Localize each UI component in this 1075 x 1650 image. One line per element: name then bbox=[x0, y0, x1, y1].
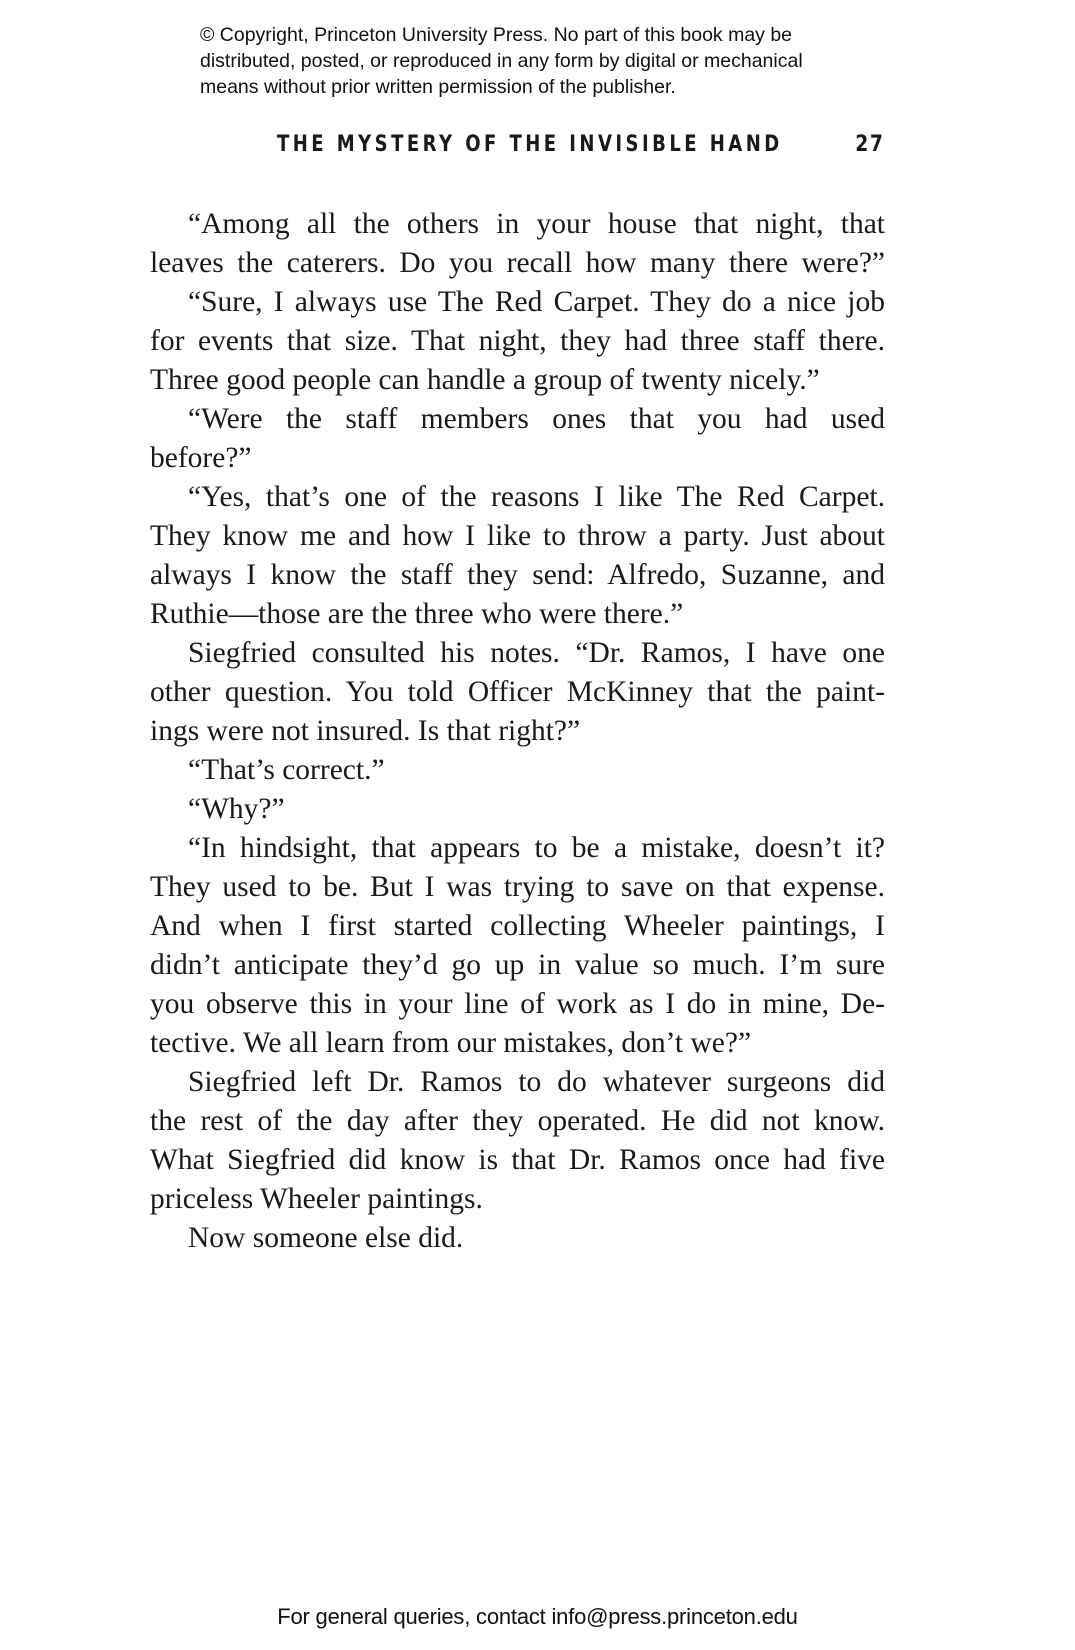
text-line: “Were the staff members ones that you had used bbox=[188, 403, 885, 435]
text-line: “Among all the others in your house that night, that bbox=[188, 208, 885, 240]
copyright-line: means without prior written permission of the publisher. bbox=[200, 76, 676, 98]
text-line: Ruthie—those are the three who were there.” bbox=[150, 598, 684, 630]
text-line: They used to be. But I was trying to save on that expense. bbox=[150, 871, 885, 903]
text-line: Now someone else did. bbox=[188, 1222, 464, 1254]
text-line: “In hindsight, that appears to be a mistake, doesn’t it? bbox=[188, 832, 885, 864]
footer-contact: For general queries, contact info@press.princeton.edu bbox=[277, 1604, 798, 1629]
body-text bbox=[150, 205, 885, 1258]
text-line: “Yes, that’s one of the reasons I like The Red Carpet. bbox=[188, 481, 885, 513]
text-line: Siegfried consulted his notes. “Dr. Ramos, I have one bbox=[188, 637, 885, 669]
text-line: tective. We all learn from our mistakes, don’t we?” bbox=[150, 1027, 752, 1059]
text-line: for events that size. That night, they had three staff there. bbox=[150, 325, 885, 357]
running-head-title: THE MYSTERY OF THE INVISIBLE HAND bbox=[277, 132, 783, 157]
text-line: And when I first started collecting Wheeler paintings, I bbox=[150, 910, 885, 942]
text-line: What Siegfried did know is that Dr. Ramos once had five bbox=[150, 1144, 885, 1176]
text-line: “Why?” bbox=[188, 793, 285, 825]
copyright-line: © Copyright, Princeton University Press. No part of this book may be bbox=[200, 24, 793, 46]
text-line: the rest of the day after they operated. He did not know. bbox=[150, 1105, 885, 1137]
text-line: you observe this in your line of work as I do in mine, De- bbox=[150, 988, 885, 1020]
text-line: ings were not insured. Is that right?” bbox=[150, 715, 581, 747]
text-line: other question. You told Officer McKinney that the paint- bbox=[150, 676, 885, 708]
text-line: before?” bbox=[150, 442, 252, 474]
page-number: 27 bbox=[855, 132, 885, 157]
text-line: “That’s correct.” bbox=[188, 754, 385, 786]
text-line: Three good people can handle a group of twenty nicely.” bbox=[150, 364, 820, 396]
text-line: leaves the caterers. Do you recall how many there were?” bbox=[150, 247, 885, 279]
text-line: didn’t anticipate they’d go up in value so much. I’m sure bbox=[150, 949, 885, 981]
running-head bbox=[150, 132, 885, 164]
copyright-line: distributed, posted, or reproduced in any form by digital or mechanical bbox=[200, 50, 803, 72]
text-line: “Sure, I always use The Red Carpet. They do a nice job bbox=[188, 286, 885, 318]
text-line: They know me and how I like to throw a party. Just about bbox=[150, 520, 885, 552]
copyright-notice bbox=[200, 22, 900, 100]
text-line: priceless Wheeler paintings. bbox=[150, 1183, 483, 1215]
text-line: Siegfried left Dr. Ramos to do whatever surgeons did bbox=[188, 1066, 885, 1098]
text-line: always I know the staff they send: Alfredo, Suzanne, and bbox=[150, 559, 885, 591]
